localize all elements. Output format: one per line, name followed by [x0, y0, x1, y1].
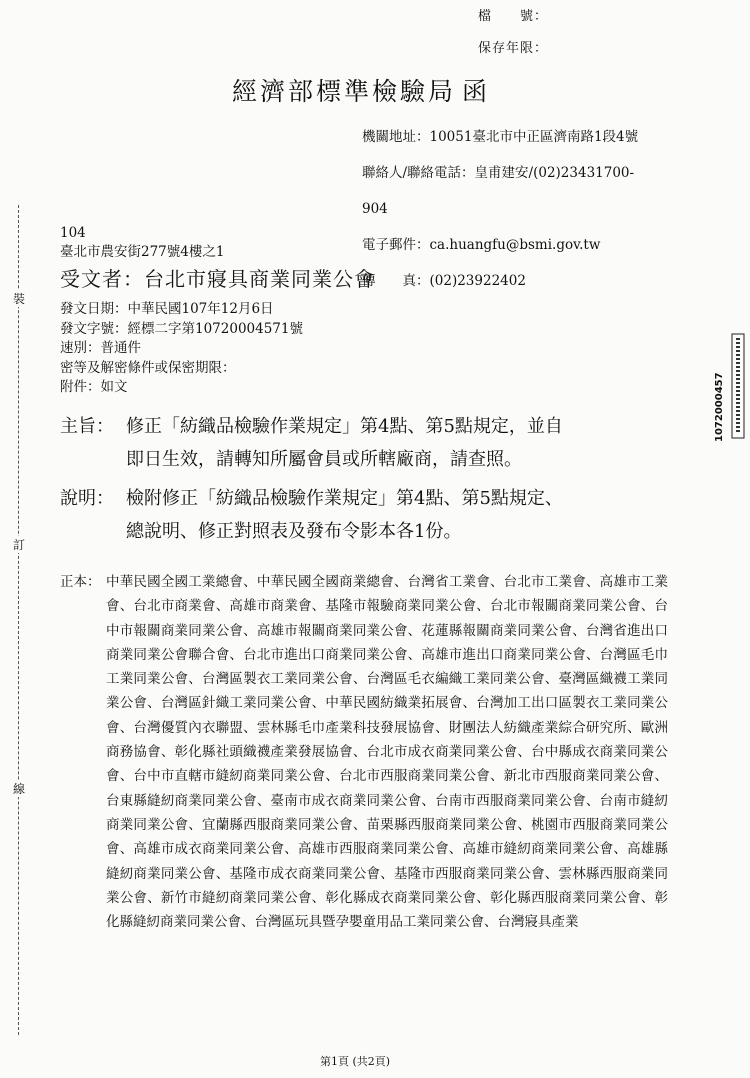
retention-period-label: 保存年限： [478, 41, 549, 56]
explanation-line-2: 總說明、修正對照表及發布令影本各1份。 [126, 521, 462, 542]
receipt-stamp [716, 332, 746, 442]
binding-mark-zhuang: 裝 [10, 290, 28, 307]
page-number: 第1頁 (共2頁) [320, 1055, 391, 1068]
attachment-note: 附件：如文 [60, 379, 128, 395]
secrecy-level: 密等及解密條件或保密期限： [60, 359, 236, 376]
mailing-zip: 104 [60, 225, 86, 241]
subject-section [60, 410, 700, 476]
receipt-stamp-number: 1072000457 [714, 372, 725, 442]
contact-person-phone: 聯絡人/聯絡電話：皇甫建安/(02)23431700- [362, 165, 635, 181]
original-recipients-label: 正本： [60, 574, 101, 590]
agency-title: 經濟部標準檢驗局 [232, 77, 457, 106]
contact-fax: 傳 真：(02)23922402 [362, 273, 526, 289]
binding-line [18, 205, 20, 1035]
document-number: 發文字號：經標二字第10720004571號 [60, 320, 303, 337]
contact-extension: 904 [362, 201, 388, 217]
delivery-speed: 速別：普通件 [60, 340, 141, 356]
subject-line-1: 修正「紡織品檢驗作業規定」第4點、第5點規定，並自 [126, 416, 563, 437]
document-type: 函 [462, 77, 488, 106]
original-recipients-list: 中華民國全國工業總會、中華民國全國商業總會、台灣省工業會、台北市工業會、高雄市工業會、台北市商業會、高雄市商業會、基隆市報驗商業同業公會、台北市報關商業同業公會、台中市報關商業同業公會、高雄市報關商業同業公會、花蓮縣報關商業同業公會、台灣省進出口商業同業公會聯合會、台北市進出口商業同業公會、高雄市進出口商業同業公會、台灣區毛巾工業同業公會、台灣區製衣工業同業公會、台灣區毛衣編織工業同業公會、臺灣區織襪工業同業公會、台灣區針織工業同業公會、中華民國紡織業拓展會、台灣加工出口區製衣工業同業公會、台灣優質內衣聯盟、雲林縣毛巾產業科技發展協會、財團法人紡織產業綜合研究所、歐洲商務協會、彰化縣社頭織襪產業發展協會、台北市成衣商業同業公會、台中縣成衣商業同業公會、台中市直轄市縫紉商業同業公會、台北市西服商業同業公會、新北市西服商業同業公會、台東縣縫紉商業同業公會、臺南市成衣商業同業公會、台南市西服商業同業公會、台南市縫紉商業同業公會、宜蘭縣西服商業同業公會、苗栗縣西服商業同業公會、桃園市西服商業同業公會、高雄市成衣商業同業公會、高雄市西服商業同業公會、高雄市縫紉商業同業公會、高雄縣縫紉商業同業公會、基隆市成衣商業同業公會、基隆市西服商業同業公會、雲林縣西服商業同業公會、新竹市縫紉商業同業公會、彰化縣成衣商業同業公會、彰化縣西服商業同業公會、彰化縣縫紉商業同業公會、台灣區玩具暨孕嬰童用品工業同業公會、台灣寢具產業 [106, 574, 668, 931]
explanation-line-1: 檢附修正「紡織品檢驗作業規定」第4點、第5點規定、 [126, 488, 563, 509]
agency-address: 機關地址：10051臺北市中正區濟南路1段4號 [362, 129, 639, 145]
binding-mark-xian: 線 [10, 780, 28, 797]
explanation-section [60, 482, 700, 548]
binding-mark-ding: 訂 [10, 536, 28, 553]
document-meta [60, 300, 303, 398]
subject-label: 主旨： [60, 416, 114, 437]
mailing-address: 臺北市農安街277號4樓之1 [60, 244, 225, 260]
file-number-label: 檔 號： [478, 9, 549, 24]
original-recipients [60, 570, 668, 934]
issue-date: 發文日期：中華民國107年12月6日 [60, 301, 274, 317]
subject-line-2: 即日生效，請轉知所屬會員或所轄廠商，請查照。 [126, 449, 522, 470]
explanation-label: 說明： [60, 488, 114, 509]
recipient-line: 受文者：台北市寢具商業同業公會 [60, 267, 375, 291]
contact-block [362, 110, 638, 308]
contact-email: 電子郵件：ca.huangfu@bsmi.gov.tw [362, 237, 601, 253]
